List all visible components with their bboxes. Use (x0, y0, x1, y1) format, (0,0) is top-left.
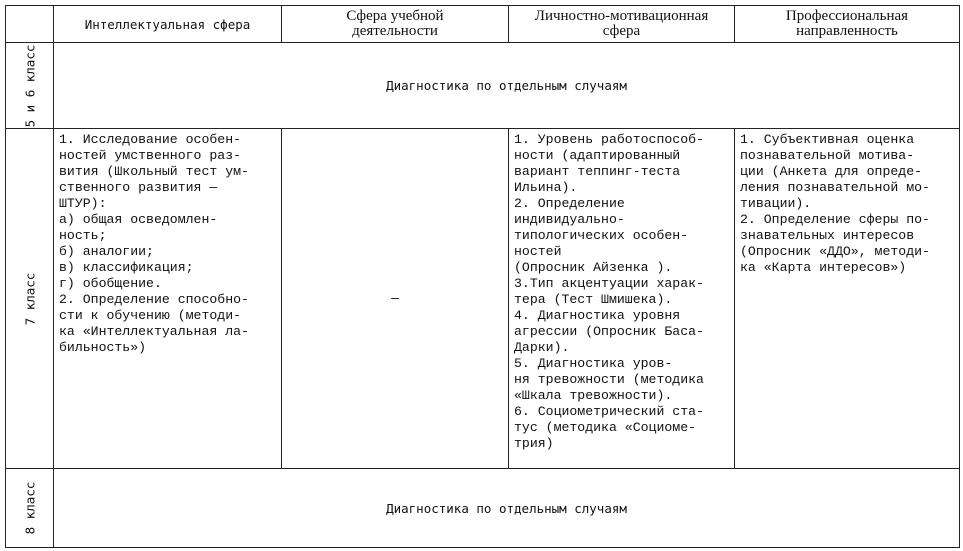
merged-diagnostics-note: Диагностика по отдельным случаям (54, 469, 960, 548)
grade-label-cell (6, 469, 54, 548)
cell-line: ШТУР): (59, 196, 107, 211)
personal-sphere-cell (509, 129, 735, 469)
cell-line: Ильина). (514, 180, 578, 195)
cell-line: вариант теппинг-теста (514, 164, 681, 179)
cell-line: тус (методика «Социоме- (514, 420, 697, 435)
header-personal-line: Личностно-мотивационная (534, 8, 709, 24)
grade-label-8: 8 класс (22, 481, 37, 535)
cell-line: ностей (514, 244, 562, 259)
grade-label-5-6: 5 и 6 класс (22, 44, 37, 127)
cell-line: ка «Интеллектуальная ла- (59, 324, 249, 339)
cell-line: тивации). (740, 196, 812, 211)
cell-line: 1. Исследование особен- (59, 132, 242, 147)
cell-line: б) аналогии; (59, 244, 154, 259)
cell-line: ность; (59, 228, 107, 243)
professional-orientation-cell (735, 129, 960, 469)
grade-label-7: 7 класс (22, 272, 37, 325)
row-grade-5-6 (6, 43, 960, 129)
cell-line: ка «Карта интересов») (740, 260, 907, 275)
cell-line: г) обобщение. (59, 276, 162, 291)
cell-line: 4. Диагностика уровня (514, 308, 681, 323)
row-grade-7 (6, 129, 960, 469)
header-professional-orientation (735, 6, 960, 43)
cell-line: (Опросник Айзенка ). (514, 260, 673, 275)
header-personal-sphere (509, 6, 735, 43)
cell-line: 1. Уровень работоспособ- (514, 132, 704, 147)
cell-line: 5. Диагностика уров- (514, 356, 673, 371)
header-corner-cell (6, 6, 54, 43)
cell-line: а) общая осведомлен- (59, 212, 218, 227)
grade-label-cell (6, 129, 54, 469)
header-intellectual-sphere: Интеллектуальная сфера (54, 6, 282, 43)
header-professional-line: направленность (796, 23, 898, 39)
cell-line: бильность») (59, 340, 147, 355)
cell-line: 2. Определение способно- (59, 292, 249, 307)
cell-line: индивидуально- (514, 212, 625, 227)
header-personal-line: сфера (602, 23, 641, 39)
cell-line: знавательных интересов (740, 228, 915, 243)
cell-line: «Шкала тревожности). (514, 388, 673, 403)
cell-line: 3.Тип акцентуации харак- (514, 276, 704, 291)
cell-line: сти к обучению (методи- (59, 308, 242, 323)
cell-line: ности (адаптированный (514, 148, 681, 163)
cell-line: трия) (514, 436, 554, 451)
cell-line: ственного развития — (59, 180, 218, 195)
cell-line: ностей умственного раз- (59, 148, 242, 163)
cell-line: ции (Анкета для опреде- (740, 164, 923, 179)
cell-line: агрессии (Опросник Баса- (514, 324, 704, 339)
header-row (6, 6, 960, 43)
cell-line: 2. Определение (514, 196, 625, 211)
cell-line: ня тревожности (методика (514, 372, 704, 387)
diagnostics-table (5, 5, 960, 548)
header-study-sphere (282, 6, 509, 43)
row-grade-8 (6, 469, 960, 548)
header-professional-line: Профессиональная (785, 8, 909, 24)
grade-label-cell (6, 43, 54, 129)
cell-line: 6. Социометрический ста- (514, 404, 704, 419)
cell-line: вития (Школьный тест ум- (59, 164, 249, 179)
cell-line: 1. Субъективная оценка (740, 132, 915, 147)
study-sphere-cell: — (282, 129, 509, 469)
cell-line: типологических особен- (514, 228, 689, 243)
header-study-line: Сфера учебной (346, 8, 444, 24)
cell-line: Дарки). (514, 340, 570, 355)
cell-line: ления познавательной мо- (740, 180, 930, 195)
cell-line: познавательной мотива- (740, 148, 915, 163)
cell-line: тера (Тест Шмишека). (514, 292, 673, 307)
intellectual-sphere-cell (54, 129, 282, 469)
cell-line: (Опросник «ДДО», методи- (740, 244, 930, 259)
cell-line: в) классификация; (59, 260, 194, 275)
header-study-line: деятельности (352, 23, 438, 39)
merged-diagnostics-note: Диагностика по отдельным случаям (54, 43, 960, 129)
cell-line: 2. Определение сферы по- (740, 212, 930, 227)
